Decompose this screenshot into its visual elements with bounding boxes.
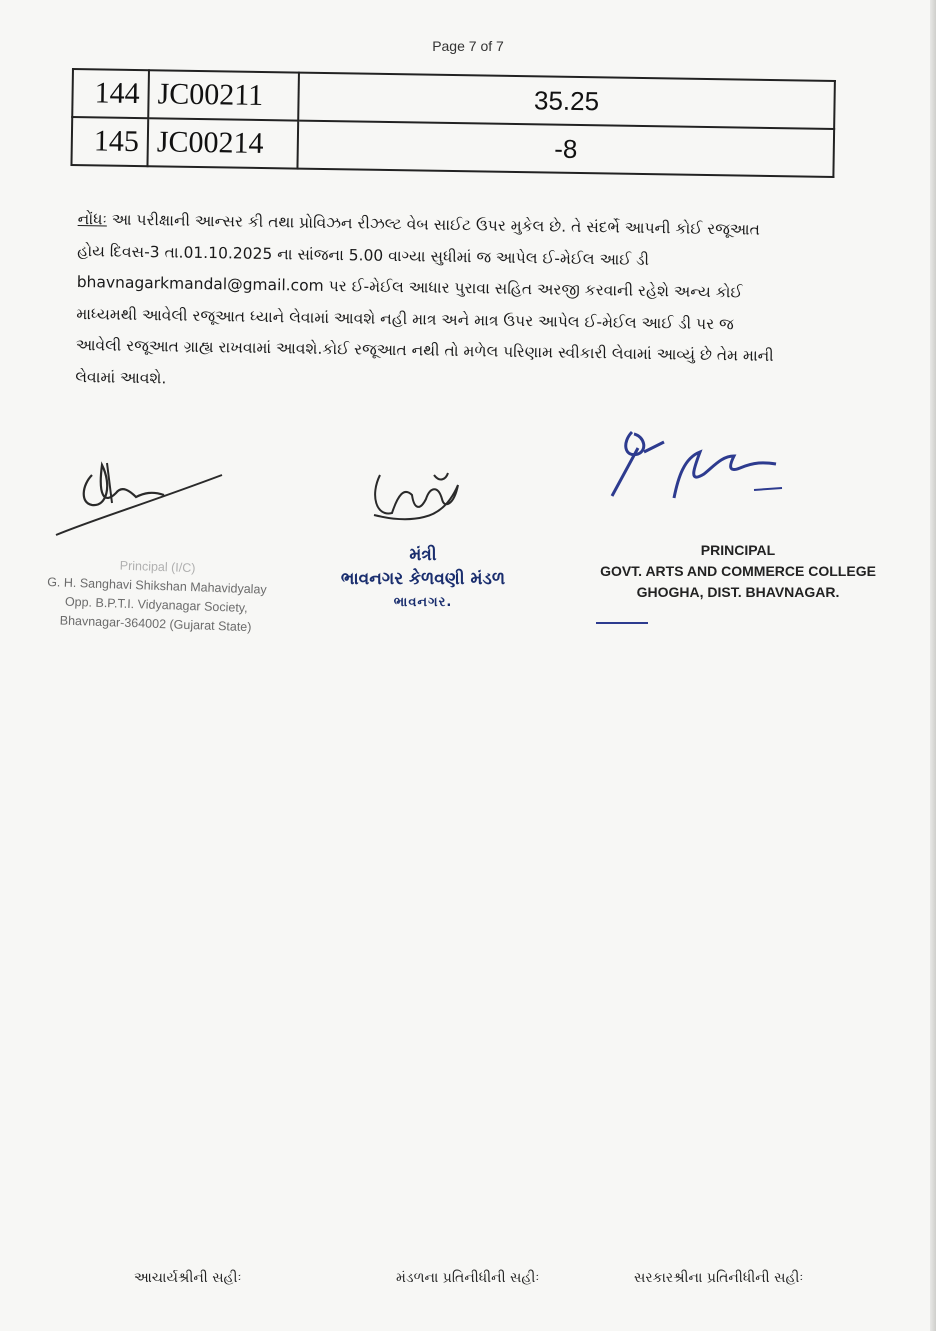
marks-cell: -8 <box>297 121 834 177</box>
stamp-left-line3: Opp. B.P.T.I. Vidyanagar Society, <box>64 594 248 616</box>
candidate-code-cell: JC00214 <box>147 118 298 168</box>
stamp-middle-line2: ભાવનગર કેળવણી મંડળ <box>340 569 506 589</box>
footer-government-representative-signature-label: સરકારશ્રીના પ્રતિનીધીની સહીઃ <box>634 1270 804 1286</box>
stamp-right <box>598 540 878 603</box>
note-paragraph <box>75 204 778 404</box>
footer-principal-signature-label: આચાર્યશ્રીની સહીઃ <box>134 1270 242 1286</box>
stamp-left-line4: Bhavnagar-364002 (Gujarat State) <box>59 613 252 635</box>
signature-left <box>52 455 232 540</box>
pen-mark <box>596 622 648 624</box>
stamp-left-line1: Principal (I/C) <box>119 558 196 576</box>
stamp-right-line3: GHOGHA, DIST. BHAVNAGAR. <box>636 584 840 600</box>
stamp-left <box>15 553 297 639</box>
signature-middle <box>368 465 468 525</box>
note-text: આ પરીક્ષાની આન્સર કી તથા પ્રોવિઝન રીઝલ્ટ વેબ સાઈટ ઉપર મુકેલ છે. તે સંદર્ભે આપની કોઈ રજૂઆત હોય દિવસ-3 તા.01.10.2025 ના સાંજના 5.00 વાગ્યા સુધીમાં જ આપેલ ઈ-મેઈલ આઈ ડી bhavnagarkmandal@gmail.com પર ઈ-મેઈલ આધાર પુરાવા સહિત અરજી કરવાની રહેશે અન્ય કોઈ માધ્યમથી આવેલી રજૂઆત ધ્યાને લેવામાં આવશે નહી માત્ર અને માત્ર ઉપર આપેલ ઈ-મેઈલ આઈ ડી પર જ આવેલી રજૂઆત ગ્રાહ્ય રાખવામાં આવશે.કોઈ રજૂઆત નથી તો મળેલ પરિણામ સ્વીકારી લેવામાં આવ્યું છે તેમ માની લેવામાં આવશે. <box>75 210 774 387</box>
page-edge-shadow <box>930 0 936 1331</box>
stamp-middle <box>308 543 538 615</box>
signature-right <box>604 428 794 503</box>
candidate-code-cell: JC00211 <box>148 70 299 120</box>
serial-number-cell: 145 <box>71 117 148 166</box>
stamp-right-line1: PRINCIPAL <box>700 542 776 558</box>
stamp-middle-line1: મંત્રી <box>409 545 437 565</box>
stamp-left-line2: G. H. Sanghavi Shikshan Mahavidyalay <box>46 575 267 597</box>
stamp-middle-line3: ભાવનગર. <box>393 595 453 610</box>
footer-board-representative-signature-label: મંડળના પ્રતિનીધીની સહીઃ <box>396 1270 540 1286</box>
note-lead: નોંધઃ <box>77 209 108 229</box>
serial-number-cell: 144 <box>72 69 149 118</box>
stamp-right-line2: GOVT. ARTS AND COMMERCE COLLEGE <box>600 563 876 579</box>
page-number: Page 7 of 7 <box>432 38 504 54</box>
marks-cell: 35.25 <box>298 73 835 129</box>
results-table <box>70 68 835 178</box>
